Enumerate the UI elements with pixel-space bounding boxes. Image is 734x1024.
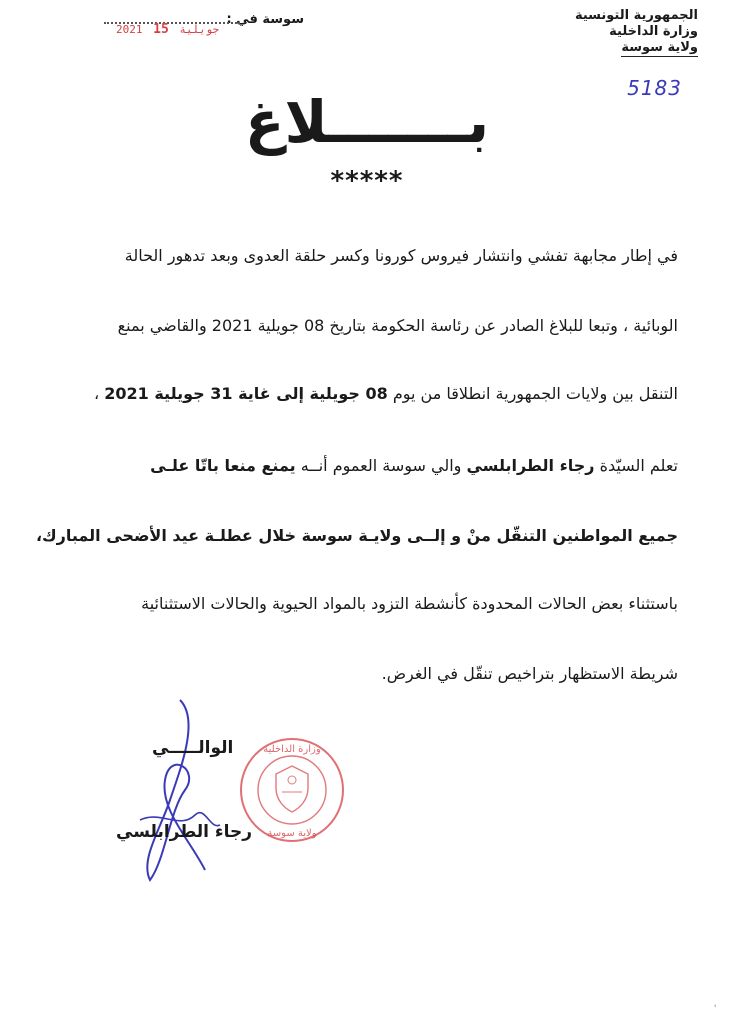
date-stamp (116, 22, 219, 37)
date-label: سوسة في : (226, 12, 304, 27)
body-line-4-mid: والي سوسة العموم أنــه (295, 456, 467, 475)
official-seal-stamp (238, 736, 346, 844)
seal-bottom-text: ولاية سوسة (267, 828, 317, 839)
body-line-1: في إطار مجابهة تفشي وانتشار فيروس كورونا وكسر حلقة العدوى وبعد تدهور الحالة (124, 246, 678, 265)
signatory-name: رجاء الطرابلسي (116, 822, 253, 842)
date-stamp-year: 2021 (116, 23, 143, 36)
letterhead-governorate: ولاية سوسة (621, 40, 698, 55)
letterhead (518, 8, 698, 57)
body-line-3-text: التنقل بين ولايات الجمهورية انطلاقا من يوم (387, 384, 678, 403)
seal-top-text: وزارة الداخلية (263, 744, 321, 755)
corner-mark: ʿ (714, 1004, 718, 1015)
body-line-4 (38, 456, 678, 476)
body-line-3-end: ، (93, 384, 105, 403)
letterhead-republic: الجمهورية التونسية (574, 8, 698, 23)
letterhead-ministry: وزارة الداخلية (609, 24, 698, 39)
signatory-title: الوالـــــي (152, 738, 234, 758)
body-line-2: الوبائية ، وتبعا للبلاغ الصادر عن رئاسة الحكومة بتاريخ 08 جويلية 2021 والقاضي بمنع (117, 316, 678, 335)
handwritten-signature (110, 690, 230, 890)
body-line-3-dates: 08 جويلية إلى غاية 31 جويلية 2021 (104, 384, 388, 403)
document-title: بـــــــلاغ (244, 88, 490, 156)
date-stamp-day: 15 (153, 22, 169, 37)
body-line-6: باستثناء بعض الحالات المحدودة كأنشطة التزود بالمواد الحيوية والحالات الاستثنائية (141, 594, 678, 613)
title-stars: ***** (330, 166, 404, 196)
body-line-5: جميع المواطنين التنقّل منْ و إلــى ولايـة سوسة خلال عطلـة عيد الأضحى المبارك، (35, 526, 678, 545)
date-block (104, 12, 304, 38)
body-line-4-ban: يمنع منعا باتّا علـى (150, 456, 296, 475)
body-line-4-name: رجاء الطرابلسي (466, 456, 595, 475)
body-line-4-intro: تعلم السيّدة (594, 456, 678, 475)
reference-number: 5183 (627, 76, 682, 100)
body-line-7: شريطة الاستظهار بتراخيص تنقّل في الغرض. (381, 664, 678, 683)
date-stamp-month: جويلية (179, 23, 220, 36)
body-line-3 (38, 384, 678, 404)
